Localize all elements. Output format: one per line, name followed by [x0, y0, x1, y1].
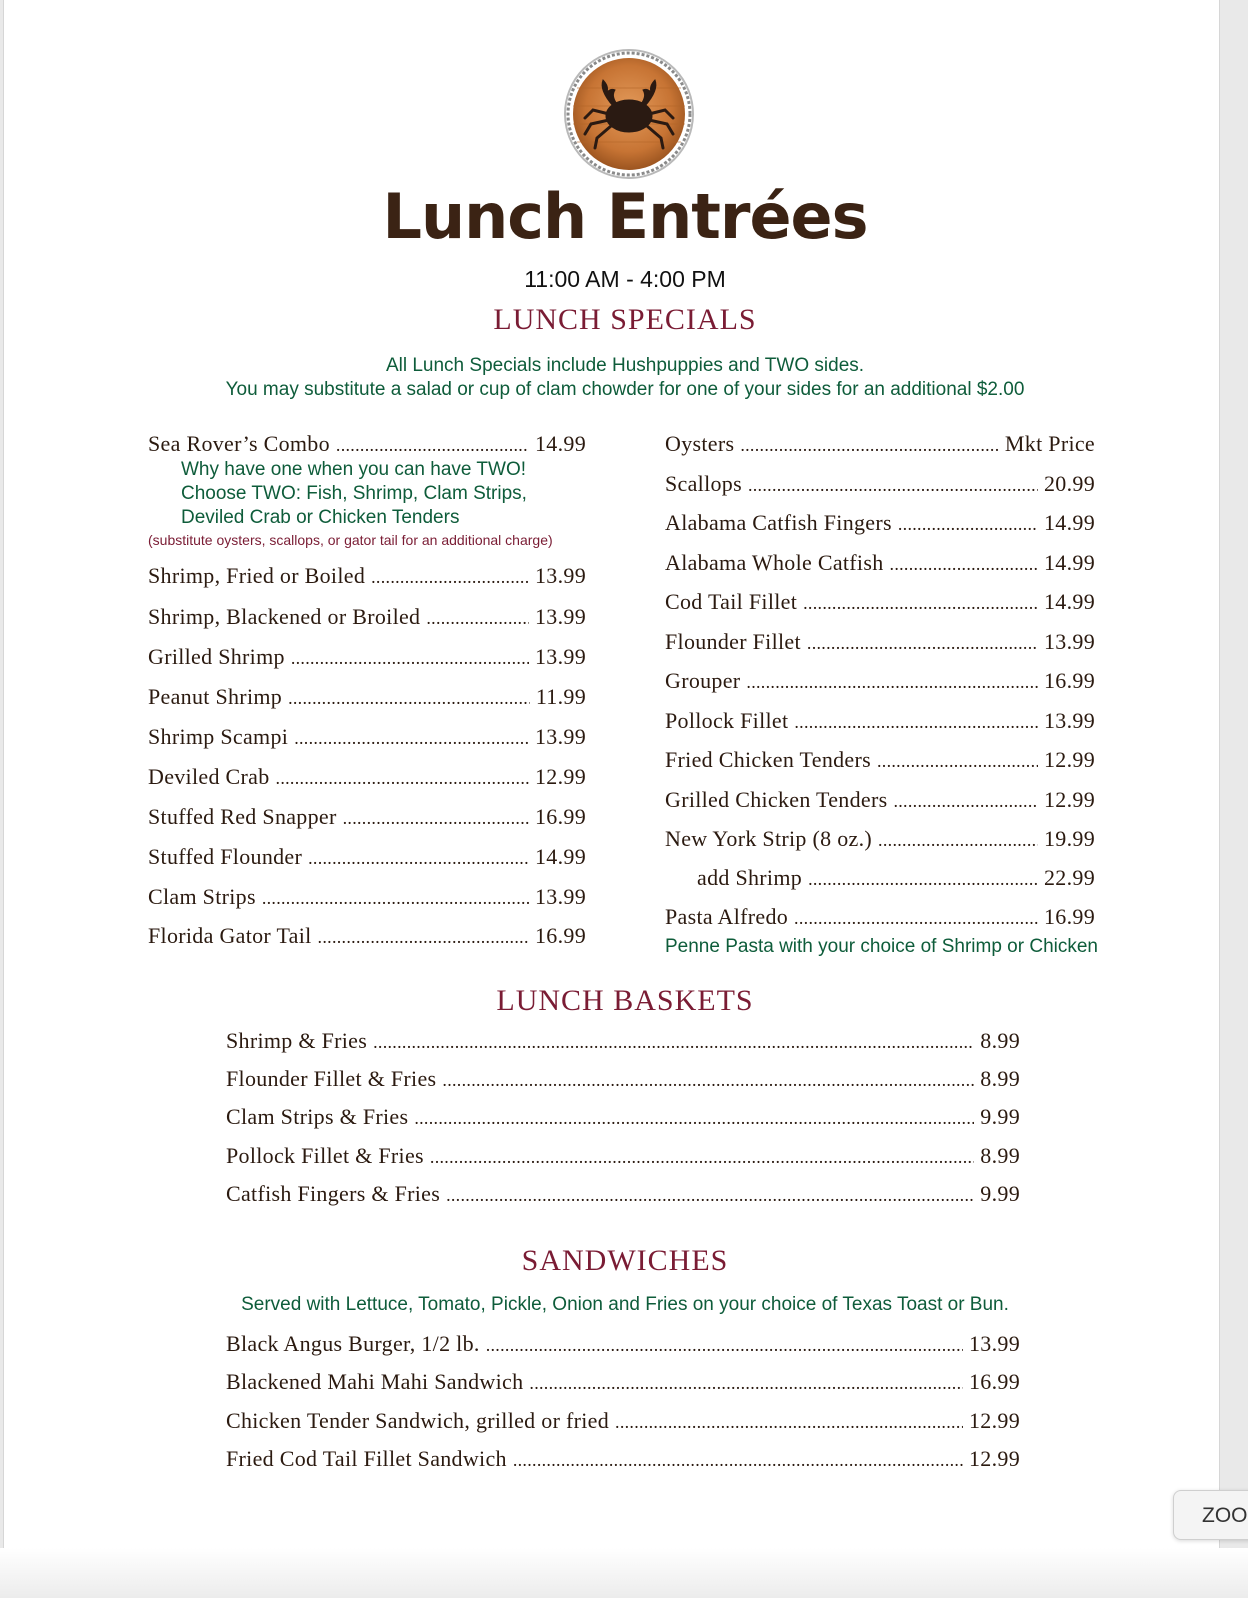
- item-name: Clam Strips & Fries: [226, 1104, 409, 1129]
- item-name: New York Strip (8 oz.): [665, 826, 873, 851]
- item-name: Catfish Fingers & Fries: [226, 1181, 441, 1206]
- page-title: Lunch Entrées: [382, 180, 868, 253]
- item-price: 12.99: [969, 1408, 1020, 1433]
- menu-item: [226, 1367, 1020, 1397]
- menu-item: [148, 882, 586, 912]
- menu-item: [665, 587, 1095, 617]
- item-price: 16.99: [535, 804, 586, 829]
- menu-item: [226, 1406, 1020, 1436]
- item-price: 8.99: [980, 1066, 1020, 1091]
- item-name: Clam Strips: [148, 884, 256, 909]
- item-price: 14.99: [1044, 510, 1095, 535]
- item-price: 13.99: [535, 644, 586, 669]
- item-price: 13.99: [535, 724, 586, 749]
- lunch-specials-heading: LUNCH SPECIALS: [493, 303, 757, 336]
- zoom-button[interactable]: ZOO: [1173, 1490, 1248, 1540]
- item-name: Chicken Tender Sandwich, grilled or fried: [226, 1408, 610, 1433]
- item-price: 16.99: [1044, 904, 1095, 929]
- menu-item: [697, 863, 1095, 893]
- sandwiches-heading: SANDWICHES: [521, 1244, 729, 1277]
- menu-item: [148, 842, 586, 872]
- menu-item: [148, 722, 586, 752]
- menu-item: [665, 706, 1095, 736]
- menu-item: [148, 682, 586, 712]
- menu-item: [148, 602, 586, 632]
- combo-description: Why have one when you can have TWO!: [181, 459, 526, 480]
- combo-description: Choose TWO: Fish, Shrimp, Clam Strips,: [181, 483, 527, 504]
- item-name: Deviled Crab: [148, 764, 270, 789]
- menu-item: [226, 1141, 1020, 1171]
- item-price: 20.99: [1044, 471, 1095, 496]
- menu-item: [226, 1444, 1020, 1474]
- menu-item: [226, 1026, 1020, 1056]
- item-name: Shrimp Scampi: [148, 724, 289, 749]
- lunch-specials-note-2: You may substitute a salad or cup of clam chowder for one of your sides for an additional $2.00: [225, 379, 1025, 400]
- menu-item: [665, 902, 1095, 932]
- menu-item: [148, 561, 586, 591]
- lunch-baskets-heading: LUNCH BASKETS: [496, 984, 754, 1017]
- item-name: Grilled Chicken Tenders: [665, 787, 888, 812]
- item-price: 8.99: [980, 1143, 1020, 1168]
- menu-page: [3, 0, 1220, 1598]
- item-name: Stuffed Red Snapper: [148, 804, 337, 829]
- item-name: Flounder Fillet: [665, 629, 801, 654]
- item-name: Scallops: [665, 471, 742, 496]
- item-price: 13.99: [969, 1331, 1020, 1356]
- lunch-specials-note-1: All Lunch Specials include Hushpuppies and TWO sides.: [385, 355, 865, 376]
- menu-item: [226, 1329, 1020, 1359]
- item-price: 9.99: [980, 1104, 1020, 1129]
- menu-item: [665, 785, 1095, 815]
- item-name: add Shrimp: [697, 865, 803, 890]
- item-price: 12.99: [1044, 747, 1095, 772]
- menu-item: [665, 627, 1095, 657]
- item-name: Grilled Shrimp: [148, 644, 285, 669]
- menu-item: [665, 548, 1095, 578]
- item-price: 16.99: [1044, 668, 1095, 693]
- item-name: Cod Tail Fillet: [665, 589, 798, 614]
- menu-item: [148, 429, 586, 459]
- item-price: 11.99: [535, 684, 586, 709]
- menu-item: [148, 762, 586, 792]
- menu-item: [665, 429, 1095, 459]
- hours-text: 11:00 AM - 4:00 PM: [524, 266, 726, 292]
- item-name: Black Angus Burger, 1/2 lb.: [226, 1331, 480, 1356]
- menu-item: [665, 824, 1095, 854]
- menu-item: [148, 642, 586, 672]
- menu-item: [665, 469, 1095, 499]
- item-price: 13.99: [535, 884, 586, 909]
- item-price: 16.99: [969, 1369, 1020, 1394]
- crab-logo-icon: [563, 48, 695, 180]
- item-name: Flounder Fillet & Fries: [226, 1066, 437, 1091]
- item-name: Pollock Fillet & Fries: [226, 1143, 424, 1168]
- item-price: 19.99: [1044, 826, 1095, 851]
- menu-item: [148, 921, 586, 951]
- item-price: 14.99: [1044, 550, 1095, 575]
- menu-item: [226, 1064, 1020, 1094]
- item-price: 22.99: [1044, 865, 1095, 890]
- item-name: Peanut Shrimp: [148, 684, 283, 709]
- page-bottom-edge: [0, 1548, 1248, 1598]
- item-price: 14.99: [1044, 589, 1095, 614]
- menu-item: [665, 745, 1095, 775]
- item-price: 8.99: [980, 1028, 1020, 1053]
- item-price: 16.99: [535, 923, 586, 948]
- item-name: Sea Rover’s Combo: [148, 431, 330, 456]
- item-name: Blackened Mahi Mahi Sandwich: [226, 1369, 524, 1394]
- item-price: 12.99: [1044, 787, 1095, 812]
- item-name: Shrimp, Blackened or Broiled: [148, 604, 421, 629]
- item-name: Grouper: [665, 668, 741, 693]
- item-price: Mkt Price: [1004, 431, 1095, 456]
- pasta-description: Penne Pasta with your choice of Shrimp or Chicken: [665, 936, 1098, 957]
- item-price: 12.99: [535, 764, 586, 789]
- item-name: Pasta Alfredo: [665, 904, 789, 929]
- item-price: 13.99: [535, 604, 586, 629]
- item-price: 14.99: [535, 431, 586, 456]
- item-name: Shrimp & Fries: [226, 1028, 368, 1053]
- item-price: 14.99: [535, 844, 586, 869]
- menu-item: [665, 508, 1095, 538]
- item-price: 13.99: [535, 563, 586, 588]
- menu-item: [226, 1179, 1020, 1209]
- sandwiches-note: Served with Lettuce, Tomato, Pickle, Onion and Fries on your choice of Texas Toast or Bun.: [241, 1294, 1009, 1315]
- item-name: Stuffed Flounder: [148, 844, 303, 869]
- item-name: Florida Gator Tail: [148, 923, 312, 948]
- item-price: 13.99: [1044, 708, 1095, 733]
- combo-note: (substitute oysters, scallops, or gator tail for an additional charge): [148, 532, 553, 548]
- menu-item: [148, 802, 586, 832]
- item-price: 9.99: [980, 1181, 1020, 1206]
- menu-item: [665, 666, 1095, 696]
- menu-item: [226, 1102, 1020, 1132]
- item-name: Fried Chicken Tenders: [665, 747, 871, 772]
- item-price: 12.99: [969, 1446, 1020, 1471]
- combo-description: Deviled Crab or Chicken Tenders: [181, 507, 460, 528]
- item-price: 13.99: [1044, 629, 1095, 654]
- item-name: Alabama Catfish Fingers: [665, 510, 892, 535]
- item-name: Fried Cod Tail Fillet Sandwich: [226, 1446, 507, 1471]
- item-name: Pollock Fillet: [665, 708, 789, 733]
- item-name: Shrimp, Fried or Boiled: [148, 563, 366, 588]
- item-name: Oysters: [665, 431, 735, 456]
- item-name: Alabama Whole Catfish: [665, 550, 884, 575]
